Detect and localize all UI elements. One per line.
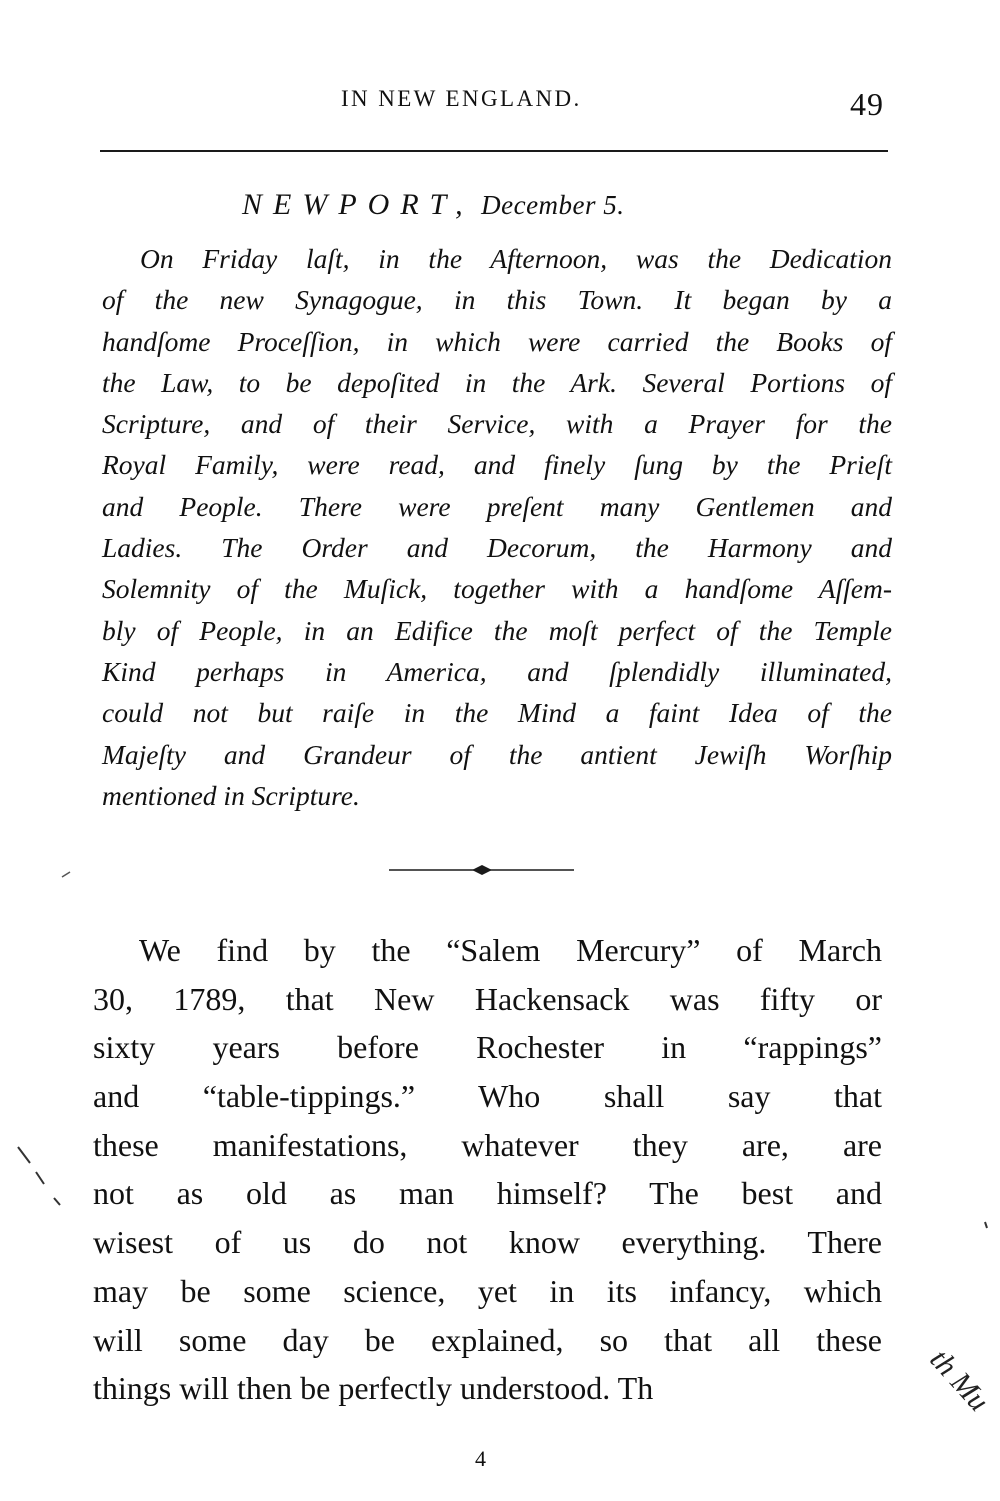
dateline-place: NEWPORT, bbox=[242, 188, 474, 221]
notice-line: mentioned in Scripture. bbox=[102, 779, 360, 811]
notice-line: could not but raiſe in the Mind a faint Idea of the bbox=[102, 697, 892, 729]
margin-fragment: th Mu bbox=[923, 1343, 996, 1418]
body-line: We find by the “Salem Mercury” of March bbox=[139, 932, 882, 968]
notice-line: Kind perhaps in America, and ſplendidly illuminated, bbox=[102, 655, 892, 687]
body-line: may be some science, yet in its infancy, which bbox=[93, 1272, 882, 1309]
notice-line: Royal Family, were read, and finely ſung by the Prieſt bbox=[102, 449, 892, 481]
page-number: 49 bbox=[850, 86, 884, 122]
body-line: will some day be explained, so that all these bbox=[93, 1321, 882, 1358]
dateline-date: December 5. bbox=[481, 190, 625, 220]
notice-line: the Law, to be depoſited in the Ark. Several Portions of bbox=[102, 366, 892, 398]
body-line: and “table-tippings.” Who shall say that bbox=[93, 1078, 882, 1115]
signature-mark: 4 bbox=[475, 1446, 486, 1471]
notice-line: handſome Proceſſion, in which were carried the Books of bbox=[102, 325, 892, 357]
notice-line: Solemnity of the Muſick, together with a handſome Aſſem- bbox=[102, 573, 892, 605]
body-line: wisest of us do not know everything. There bbox=[93, 1224, 882, 1261]
notice-line: Ladies. The Order and Decorum, the Harmony and bbox=[102, 532, 892, 564]
notice-line: and People. There were preſent many Gentlemen and bbox=[102, 490, 892, 522]
notice-line: Majeſty and Grandeur of the antient Jewiſh Worſhip bbox=[102, 738, 892, 770]
notice-line: bly of People, in an Edifice the moſt perfect of the Temple bbox=[102, 614, 892, 646]
body-line: 30, 1789, that New Hackensack was fifty or bbox=[93, 980, 882, 1017]
body-line: sixty years before Rochester in “rappings” bbox=[93, 1029, 882, 1066]
notice-line: Scripture, and of their Service, with a Prayer for the bbox=[102, 408, 892, 440]
notice-line: of the new Synagogue, in this Town. It began by a bbox=[102, 284, 892, 316]
running-title: IN NEW ENGLAND. bbox=[341, 86, 582, 111]
body-line: not as old as man himself? The best and bbox=[93, 1175, 882, 1212]
body-line: these manifestations, whatever they are, are bbox=[93, 1126, 882, 1163]
body-line: things will then be perfectly understood. Th bbox=[93, 1370, 654, 1407]
notice-line: On Friday laſt, in the Afternoon, was the Dedication bbox=[140, 243, 892, 274]
